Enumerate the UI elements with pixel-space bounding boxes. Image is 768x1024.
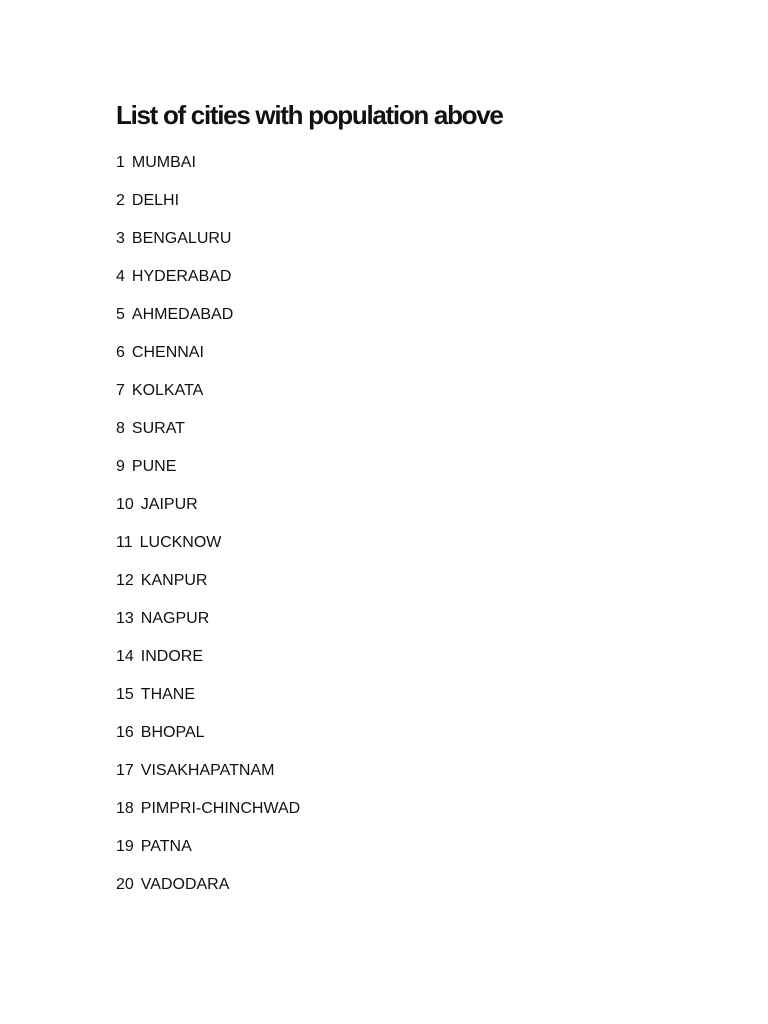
list-item-city-name: VADODARA — [140, 876, 230, 893]
list-item — [116, 684, 300, 722]
list-item — [116, 570, 300, 608]
list-item-number: 11 — [116, 534, 133, 551]
page-title: List of cities with population above — [116, 100, 503, 130]
list-item-city-name: HYDERABAD — [131, 268, 232, 285]
list-item — [116, 608, 300, 646]
list-item — [116, 266, 300, 304]
list-item-number: 12 — [116, 572, 134, 589]
list-item-number: 15 — [116, 686, 134, 703]
list-item — [116, 418, 300, 456]
list-item — [116, 646, 300, 684]
list-item-city-name: JAIPUR — [140, 496, 198, 513]
list-item-city-name: SURAT — [131, 420, 185, 437]
list-item-city-name: DELHI — [131, 192, 180, 209]
list-item-city-name: PUNE — [131, 458, 177, 475]
list-item-city-name: KOLKATA — [131, 382, 204, 399]
list-item-number: 2 — [116, 192, 125, 209]
list-item-number: 4 — [116, 268, 125, 285]
list-item-number: 8 — [116, 420, 125, 437]
list-item-city-name: AHMEDABAD — [131, 306, 234, 323]
list-item — [116, 152, 300, 190]
list-item-number: 19 — [116, 838, 134, 855]
city-list — [116, 152, 300, 912]
list-item-city-name: CHENNAI — [131, 344, 204, 361]
list-item-number: 3 — [116, 230, 125, 247]
list-item — [116, 228, 300, 266]
list-item-city-name: BHOPAL — [140, 724, 205, 741]
list-item-city-name: PATNA — [140, 838, 192, 855]
list-item-number: 9 — [116, 458, 125, 475]
list-item-number: 17 — [116, 762, 134, 779]
list-item-city-name: NAGPUR — [140, 610, 210, 627]
list-item — [116, 836, 300, 874]
list-item-number: 16 — [116, 724, 134, 741]
list-item — [116, 532, 300, 570]
list-item-city-name: LUCKNOW — [139, 534, 222, 551]
list-item-city-name: BENGALURU — [131, 230, 232, 247]
list-item-city-name: INDORE — [140, 648, 204, 665]
list-item — [116, 380, 300, 418]
list-item-number: 20 — [116, 876, 134, 893]
list-item — [116, 342, 300, 380]
list-item — [116, 190, 300, 228]
list-item — [116, 722, 300, 760]
list-item-city-name: VISAKHAPATNAM — [140, 762, 275, 779]
list-item — [116, 456, 300, 494]
list-item-number: 1 — [116, 154, 125, 171]
list-item-city-name: PIMPRI-CHINCHWAD — [140, 800, 301, 817]
list-item-number: 6 — [116, 344, 125, 361]
list-item — [116, 874, 300, 912]
list-item-city-name: KANPUR — [140, 572, 208, 589]
list-item — [116, 304, 300, 342]
list-item-number: 7 — [116, 382, 125, 399]
list-item — [116, 798, 300, 836]
list-item-number: 18 — [116, 800, 134, 817]
list-item-number: 13 — [116, 610, 134, 627]
list-item-city-name: MUMBAI — [131, 154, 196, 171]
list-item-number: 14 — [116, 648, 134, 665]
list-item-number: 5 — [116, 306, 125, 323]
list-item-number: 10 — [116, 496, 134, 513]
list-item — [116, 760, 300, 798]
list-item-city-name: THANE — [140, 686, 196, 703]
list-item — [116, 494, 300, 532]
